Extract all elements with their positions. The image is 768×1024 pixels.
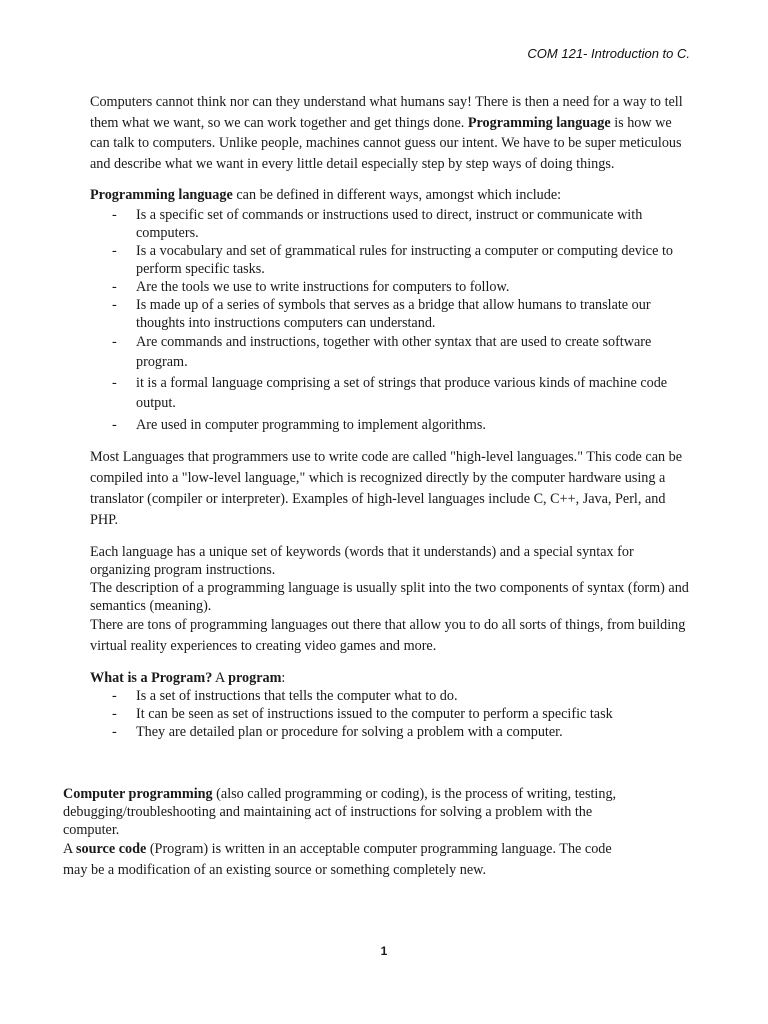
page-number: 1 <box>380 944 388 958</box>
dash-bullet: - <box>112 706 117 723</box>
dash-bullet: - <box>112 333 117 350</box>
dash-bullet: - <box>112 278 117 295</box>
list-item-text: Is a specific set of commands or instructions used to direct, instruct or communicate with computers. <box>136 206 643 241</box>
definitions-bold-term: Programming language <box>90 187 233 204</box>
definitions-lead-text: can be defined in different ways, amongst which include: <box>232 187 562 204</box>
intro-text-a: Computers cannot think nor can they understand what humans say! There is then a need for a way to tell them what we want, so we can work together and get things done. <box>90 94 683 131</box>
dash-bullet: - <box>112 688 117 705</box>
list-item-text: it is a formal language comprising a set of strings that produce various kinds of machine code output. <box>136 374 668 412</box>
syntax-line-1: Each language has a unique set of keywords (words that it understands) and a special syntax for organizing program instructions. <box>90 544 634 579</box>
syntax-line-3: There are tons of programming languages out there that allow you to do all sorts of things, from building virtual reality experiences to creating video games and more. <box>90 617 686 654</box>
list-item <box>90 206 690 242</box>
list-item-text: Are the tools we use to write instructions for computers to follow. <box>136 278 510 295</box>
list-item-text: Is made up of a series of symbols that serves as a bridge that allow humans to translate our thoughts into instructions computers can understand. <box>136 296 651 331</box>
syntax-line-2: The description of a programming language is usually split into the two components of syntax (form) and semantics (meaning). <box>90 580 689 615</box>
dash-bullet: - <box>112 296 117 313</box>
list-item-text: Is a vocabulary and set of grammatical rules for instructing a computer or computing device to perform specific tasks. <box>136 242 673 277</box>
highlevel-paragraph: Most Languages that programmers use to write code are called "high-level languages." This code can be compiled into a "low-level language," which is recognized directly by the computer hardware using a translator (compiler or interpreter). Examples of high-level languages include C, C++, Java, Perl, and PHP. <box>90 449 683 529</box>
list-item <box>90 278 690 296</box>
intro-text-b: is how we can talk to computers. Unlike people, machines cannot guess our intent. We have to be super meticulous and describe what we want in every little detail especially step by step ways of doing things. <box>90 114 682 172</box>
programming-bold-term: Computer programming <box>63 786 213 802</box>
dash-bullet: - <box>112 416 117 433</box>
programming-paragraph <box>63 785 623 839</box>
list-item <box>90 723 690 741</box>
list-item <box>90 687 690 705</box>
list-item-text: Is a set of instructions that tells the computer what to do. <box>136 688 458 705</box>
list-item-text: They are detailed plan or procedure for solving a problem with a computer. <box>136 724 563 741</box>
source-paragraph <box>63 839 633 880</box>
program-question <box>90 669 690 687</box>
definitions-list <box>90 206 690 436</box>
course-header: COM 121- Introduction to C. <box>527 46 690 61</box>
page-body <box>90 92 690 741</box>
list-item <box>90 705 690 723</box>
list-item <box>90 415 690 436</box>
program-question-bold: What is a Program? <box>90 670 213 687</box>
program-list <box>90 687 690 741</box>
dash-bullet: - <box>112 374 117 391</box>
dash-bullet: - <box>112 724 117 741</box>
list-item <box>90 242 690 278</box>
list-item <box>90 332 690 373</box>
source-prefix: A <box>63 841 77 857</box>
list-item <box>90 373 690 414</box>
program-question-text: A <box>212 670 229 687</box>
programming-text: (also called programming or coding), is the process of writing, testing, debugging/troubleshooting and maintaining act of instructions for solving a problem with the computer. <box>63 786 617 838</box>
dash-bullet: - <box>112 206 117 223</box>
program-colon: : <box>281 670 286 687</box>
dash-bullet: - <box>112 242 117 259</box>
list-item-text: It can be seen as set of instructions issued to the computer to perform a specific task <box>136 706 613 723</box>
source-bold-term: source code <box>76 841 147 857</box>
list-item <box>90 296 690 332</box>
intro-bold-term: Programming language <box>467 114 611 131</box>
list-item-text: Are commands and instructions, together with other syntax that are used to create software program. <box>136 333 652 371</box>
definitions-lead <box>90 185 690 206</box>
program-term-bold: program <box>228 670 282 687</box>
list-item-text: Are used in computer programming to implement algorithms. <box>136 416 486 433</box>
intro-paragraph <box>90 92 690 174</box>
programming-section <box>63 785 663 880</box>
source-text: (Program) is written in an acceptable computer programming language. The code may be a modification of an existing source or something completely new. <box>63 841 612 878</box>
